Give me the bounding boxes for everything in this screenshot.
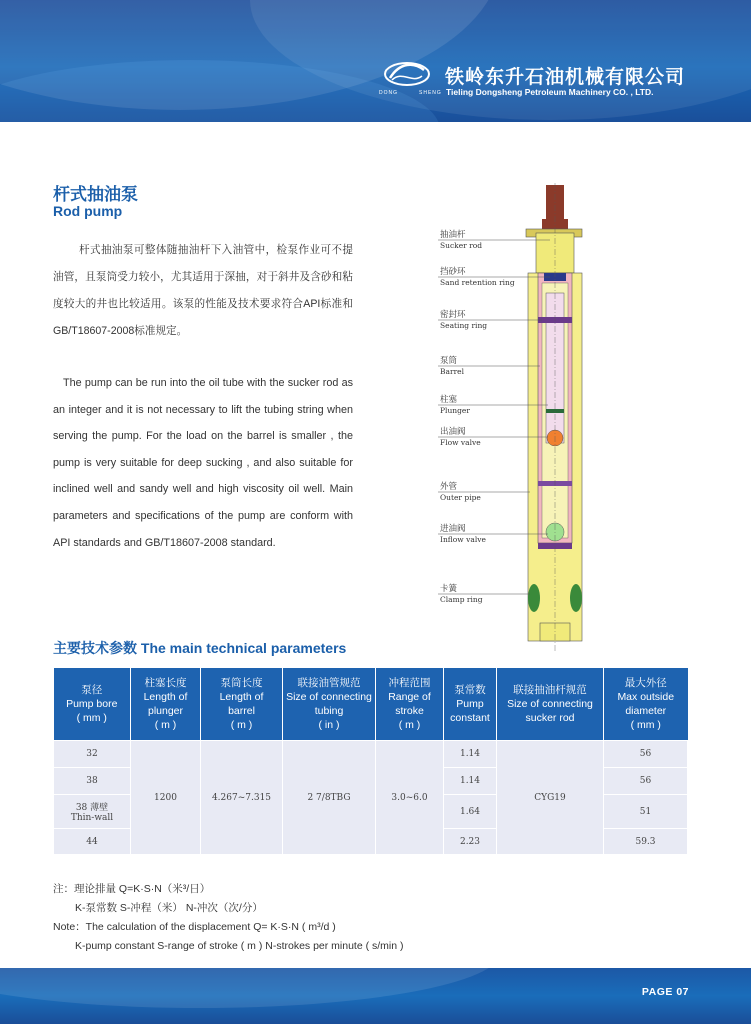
formula-notes [53, 880, 404, 956]
cell-constant: 2.23 [444, 829, 497, 855]
cell-diameter: 51 [604, 795, 688, 829]
cell-sucker-rod-size: CYG19 [497, 741, 604, 855]
diagram-label-seating-ring: 密封环 Seating ring [440, 310, 488, 330]
note-line: 注：理论排量 Q=K·S·N（米³/日） [53, 883, 211, 895]
logo-caption-left: DONG [379, 90, 398, 96]
footer-arc-decoration [0, 968, 500, 1008]
diagram-label-flow-valve: 出油阀 Flow valve [440, 427, 481, 447]
cell-bore: 32 [54, 741, 131, 768]
col-header-max-diameter: 最大外径 Max outside diameter ( mm ) [604, 668, 688, 741]
cell-diameter: 59.3 [604, 829, 688, 855]
header-banner [0, 0, 751, 122]
col-header-pump-bore: 泵径 Pump bore ( mm ) [54, 668, 131, 741]
cell-bore: 38 [54, 768, 131, 795]
footer-banner [0, 968, 751, 1024]
parameters-table [53, 668, 688, 855]
page-number: PAGE 07 [641, 986, 689, 998]
page-title-cn: 杆式抽油泵 [53, 185, 138, 204]
bore-value: 38 薄壁 [75, 803, 109, 813]
diagram-label-outer-pipe: 外管 Outer pipe [440, 482, 481, 502]
table-header-row [54, 668, 688, 741]
cell-stroke-range: 3.0~6.0 [376, 741, 444, 855]
cell-tubing-size: 2 7/8TBG [283, 741, 376, 855]
diagram-label-barrel: 泵筒 Barrel [440, 356, 464, 376]
col-header-pump-constant: 泵常数 Pump constant [444, 668, 497, 741]
col-header-tubing-size: 联接油管规范 Size of connecting tubing ( in ) [283, 668, 376, 741]
note-line: K-泵常数 S-冲程（米） N-冲次（次/分） [75, 902, 263, 914]
diagram-label-sand-retention-ring: 挡砂环 Sand retention ring [440, 267, 515, 287]
cell-diameter: 56 [604, 768, 688, 795]
cell-constant: 1.64 [444, 795, 497, 829]
tech-params-title: 主要技术参数 The main technical parameters [53, 640, 347, 656]
cell-barrel-length: 4.267~7.315 [201, 741, 283, 855]
note-line: Note：The calculation of the displacement Q= K·S·N ( m³/d ) [53, 921, 336, 933]
company-name-cn: 铁岭东升石油机械有限公司 [445, 67, 686, 88]
cell-bore: 44 [54, 829, 131, 855]
rod-pump-diagram [438, 183, 638, 653]
bore-note: Thin-wall [70, 813, 114, 823]
company-name-en: Tieling Dongsheng Petroleum Machinery CO. , LTD. [446, 87, 654, 97]
intro-paragraph-en: The pump can be run into the oil tube with the sucker rod as an integer and it is not necessary to lift the tubing string when serving the pump. For the load on the barrel is smaller , the pump is very suitable for deep sucking , and also suitable for inclined well and sandy well and high viscosity oil well. Main parameters and specifications of the pump are conform with API standards and GB/T18607-2008 standard. [53, 377, 353, 549]
diagram-label-sucker-rod: 抽油杆 Sucker rod [440, 230, 483, 250]
diagram-label-inflow-valve: 进油阀 Inflow valve [440, 524, 486, 544]
diagram-label-plunger: 柱塞 Plunger [440, 395, 470, 415]
col-header-plunger-length: 柱塞长度 Length of plunger ( m ) [131, 668, 201, 741]
page-title-en: Rod pump [53, 203, 123, 219]
pump-cross-section [438, 183, 638, 653]
cell-constant: 1.14 [444, 741, 497, 768]
diagram-label-clamp-ring: 卡簧 Clamp ring [440, 584, 483, 604]
col-header-stroke-range: 冲程范围 Range of stroke ( m ) [376, 668, 444, 741]
note-line: K-pump constant S-range of stroke ( m ) N-strokes per minute ( s/min ) [75, 940, 404, 952]
cell-bore [54, 795, 131, 829]
cell-plunger-length: 1200 [131, 741, 201, 855]
intro-paragraph-cn: 杆式抽油泵可整体随抽油杆下入油管中，检泵作业可不提油管，且泵筒受力较小，尤其适用于深抽，对于斜井及含砂和粘度较大的井也比较适用。该泵的性能及技术要求符合API标准和GB/T18607-2008标准规定。 [53, 244, 353, 337]
table-row [54, 741, 688, 768]
cell-constant: 1.14 [444, 768, 497, 795]
company-logo-icon [382, 58, 432, 90]
col-header-barrel-length: 泵筒长度 Length of barrel ( m ) [201, 668, 283, 741]
col-header-sucker-rod-size: 联接抽油杆规范 Size of connecting sucker rod [497, 668, 604, 741]
logo-caption-right: SHENG [419, 90, 442, 96]
cell-diameter: 56 [604, 741, 688, 768]
